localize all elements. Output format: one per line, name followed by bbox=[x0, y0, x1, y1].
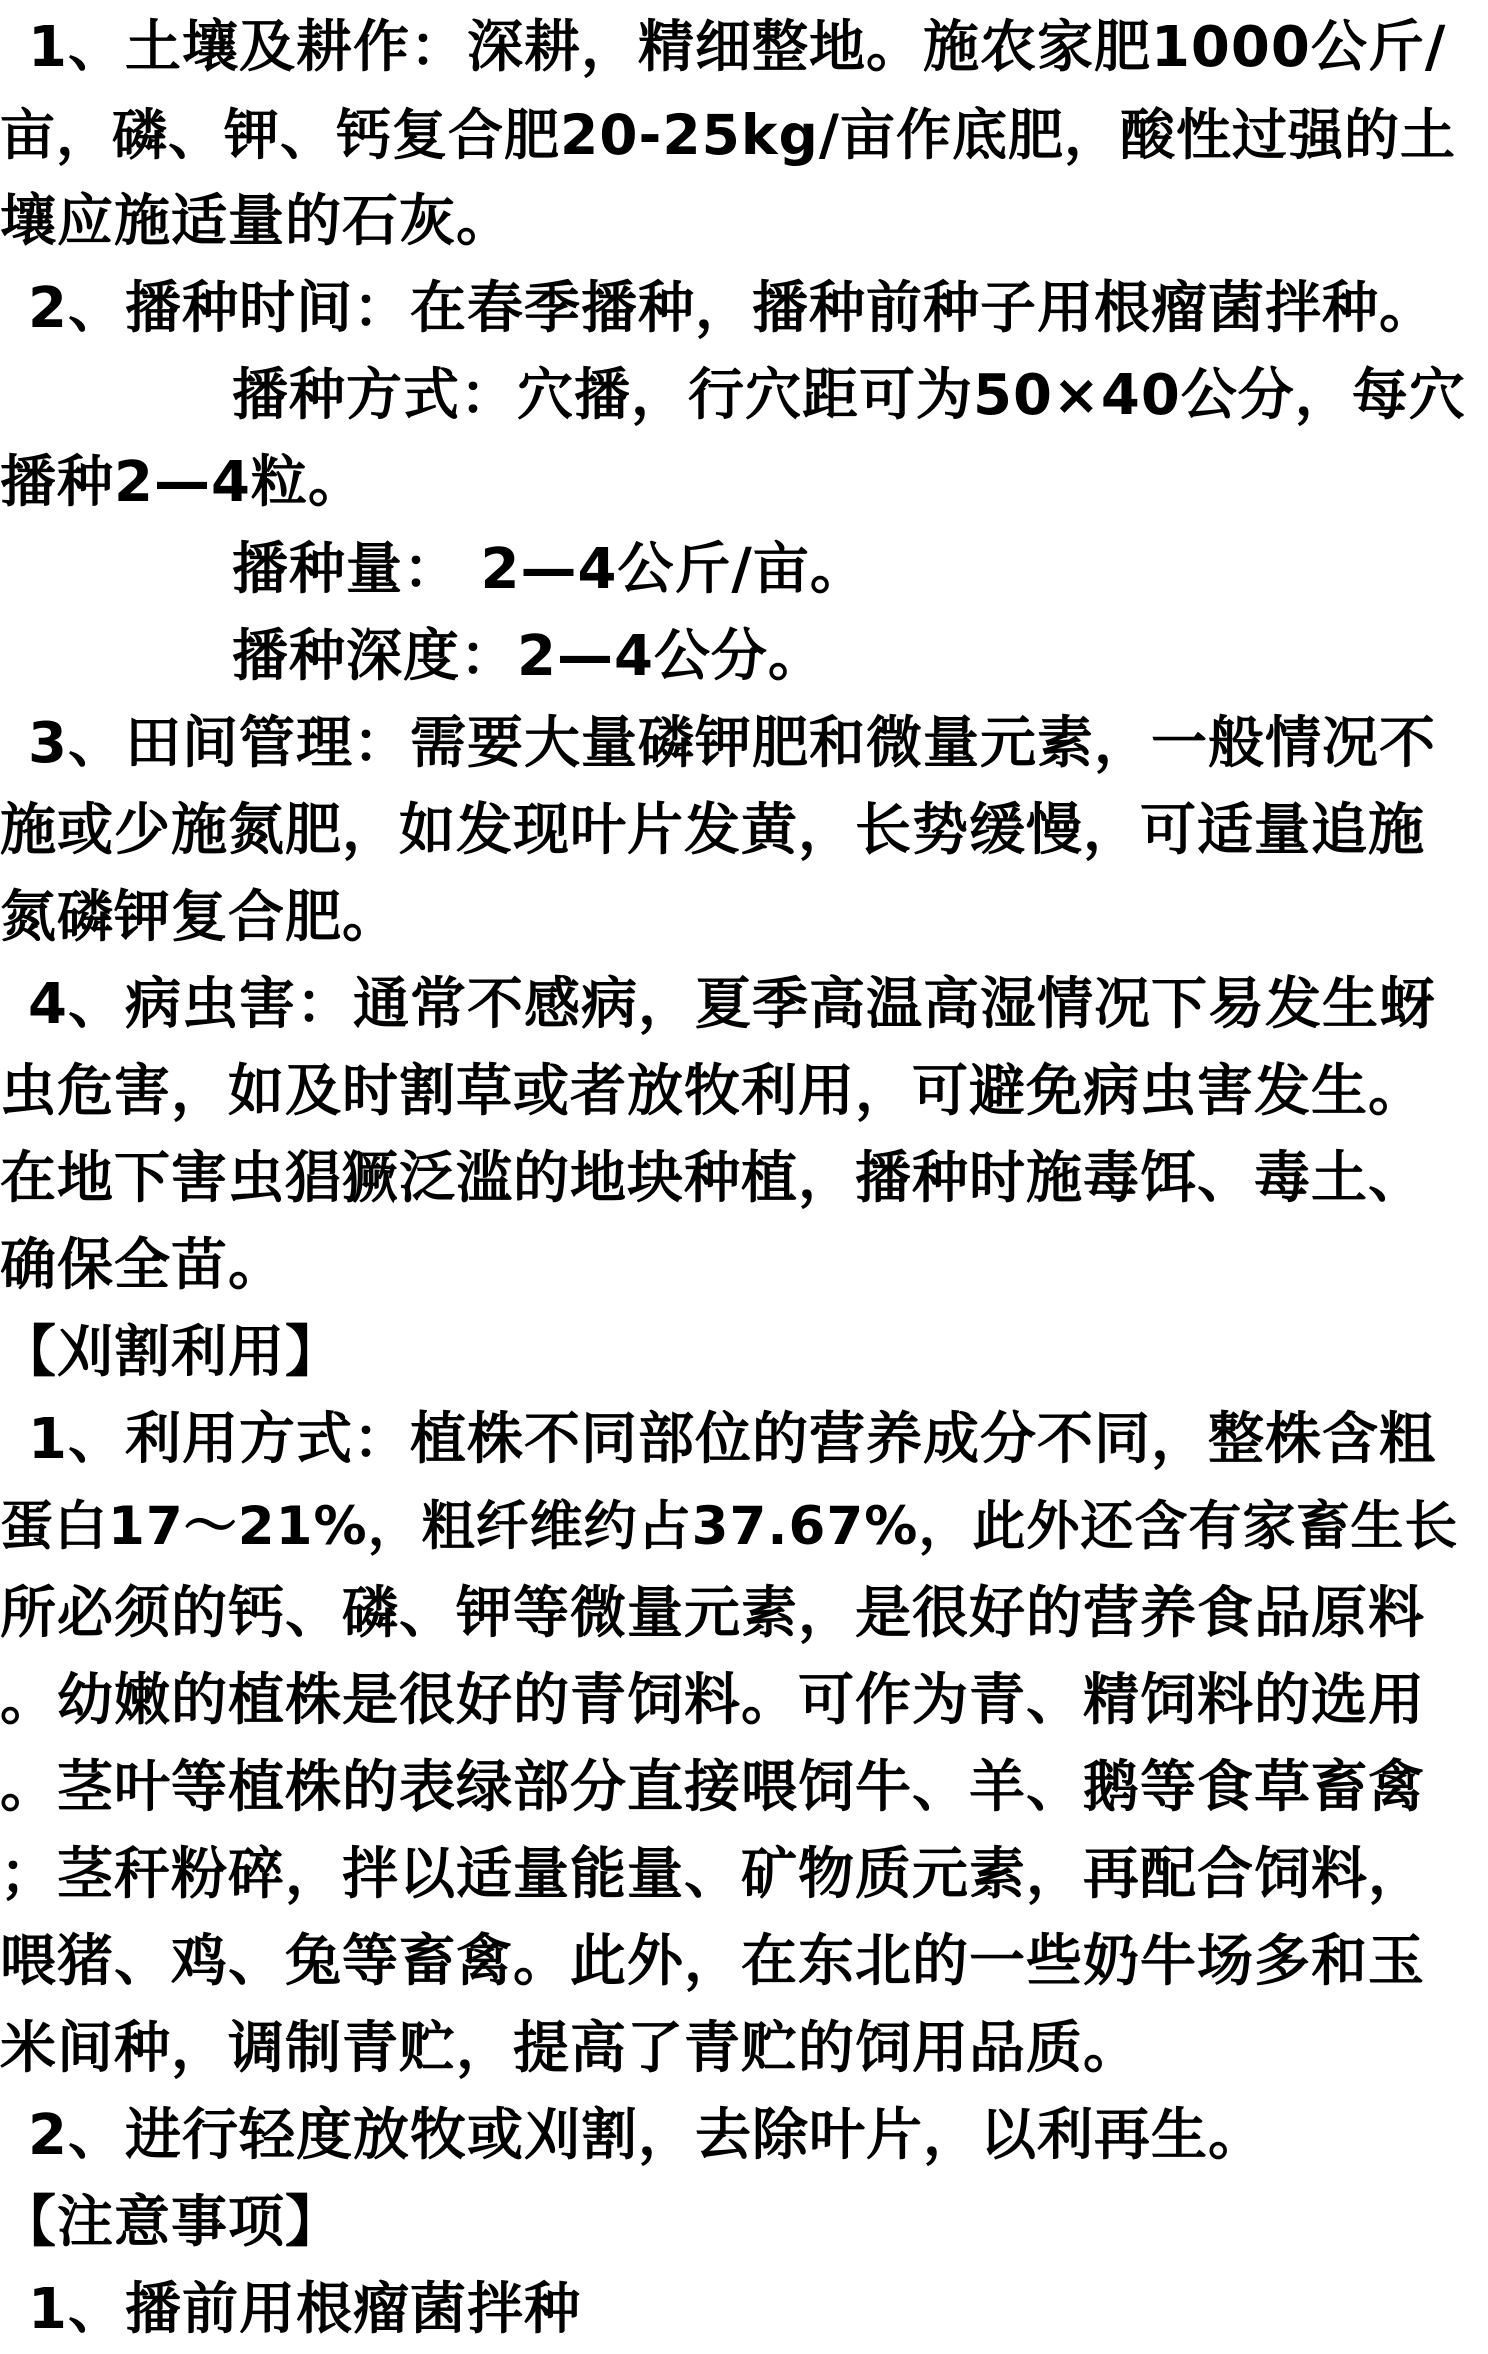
text-line: 亩，磷、钾、钙复合肥20-25kg/亩作底肥，酸性过强的土 bbox=[0, 103, 1456, 167]
text-line: 施或少施氮肥，如发现叶片发黄，长势缓慢，可适量追施 bbox=[0, 798, 1425, 863]
text-line: 在地下害虫猖獗泛滥的地块种植，播种时施毒饵、毒土、 bbox=[0, 1146, 1425, 1211]
text-line: 米间种，调制青贮，提高了青贮的饲用品质。 bbox=[0, 2016, 1140, 2081]
text-line: 蛋白17～21%，粗纤维约占37.67%，此外还含有家畜生长 bbox=[0, 1496, 1459, 1557]
text-line: 2、进行轻度放牧或刈割，去除叶片，以利再生。 bbox=[28, 2103, 1265, 2168]
text-line: 。幼嫩的植株是很好的青饲料。可作为青、精饲料的选用 bbox=[0, 1668, 1425, 1733]
text-line: 播种方式：穴播，行穴距可为50×40公分，每穴 bbox=[232, 363, 1466, 428]
text-line: 。茎叶等植株的表绿部分直接喂饲牛、羊、鹅等食草畜禽 bbox=[0, 1755, 1425, 1820]
text-line: 3、田间管理：需要大量磷钾肥和微量元素，一般情况不 bbox=[28, 711, 1436, 776]
text-line: 播种深度：2—4公分。 bbox=[232, 624, 825, 689]
text-line: 4、病虫害：通常不感病，夏季高温高湿情况下易发生蚜 bbox=[28, 972, 1436, 1037]
text-line: 喂猪、鸡、兔等畜禽。此外，在东北的一些奶牛场多和玉 bbox=[0, 1929, 1425, 1994]
text-line: ；茎秆粉碎，拌以适量能量、矿物质元素，再配合饲料， bbox=[0, 1842, 1425, 1907]
text-line: 播种2—4粒。 bbox=[0, 450, 365, 515]
section-heading: 【注意事项】 bbox=[0, 2190, 342, 2255]
text-line: 确保全苗。 bbox=[0, 1233, 285, 1298]
section-heading: 【刈割利用】 bbox=[0, 1320, 342, 1385]
text-line: 虫危害，如及时割草或者放牧利用，可避免病虫害发生。 bbox=[0, 1059, 1425, 1124]
text-line: 2、播种时间：在春季播种，播种前种子用根瘤菌拌种。 bbox=[28, 276, 1436, 341]
text-line: 播种量： 2—4公斤/亩。 bbox=[232, 537, 867, 602]
text-line: 壤应施适量的石灰。 bbox=[0, 189, 513, 254]
text-line: 1、播前用根瘤菌拌种 bbox=[28, 2277, 581, 2342]
text-line: 1、利用方式：植株不同部位的营养成分不同，整株含粗 bbox=[28, 1407, 1436, 1472]
text-line: 氮磷钾复合肥。 bbox=[0, 885, 399, 950]
text-line: 1、土壤及耕作：深耕，精细整地。施农家肥1000公斤/ bbox=[28, 15, 1447, 80]
text-line: 所必须的钙、磷、钾等微量元素，是很好的营养食品原料 bbox=[0, 1581, 1425, 1646]
